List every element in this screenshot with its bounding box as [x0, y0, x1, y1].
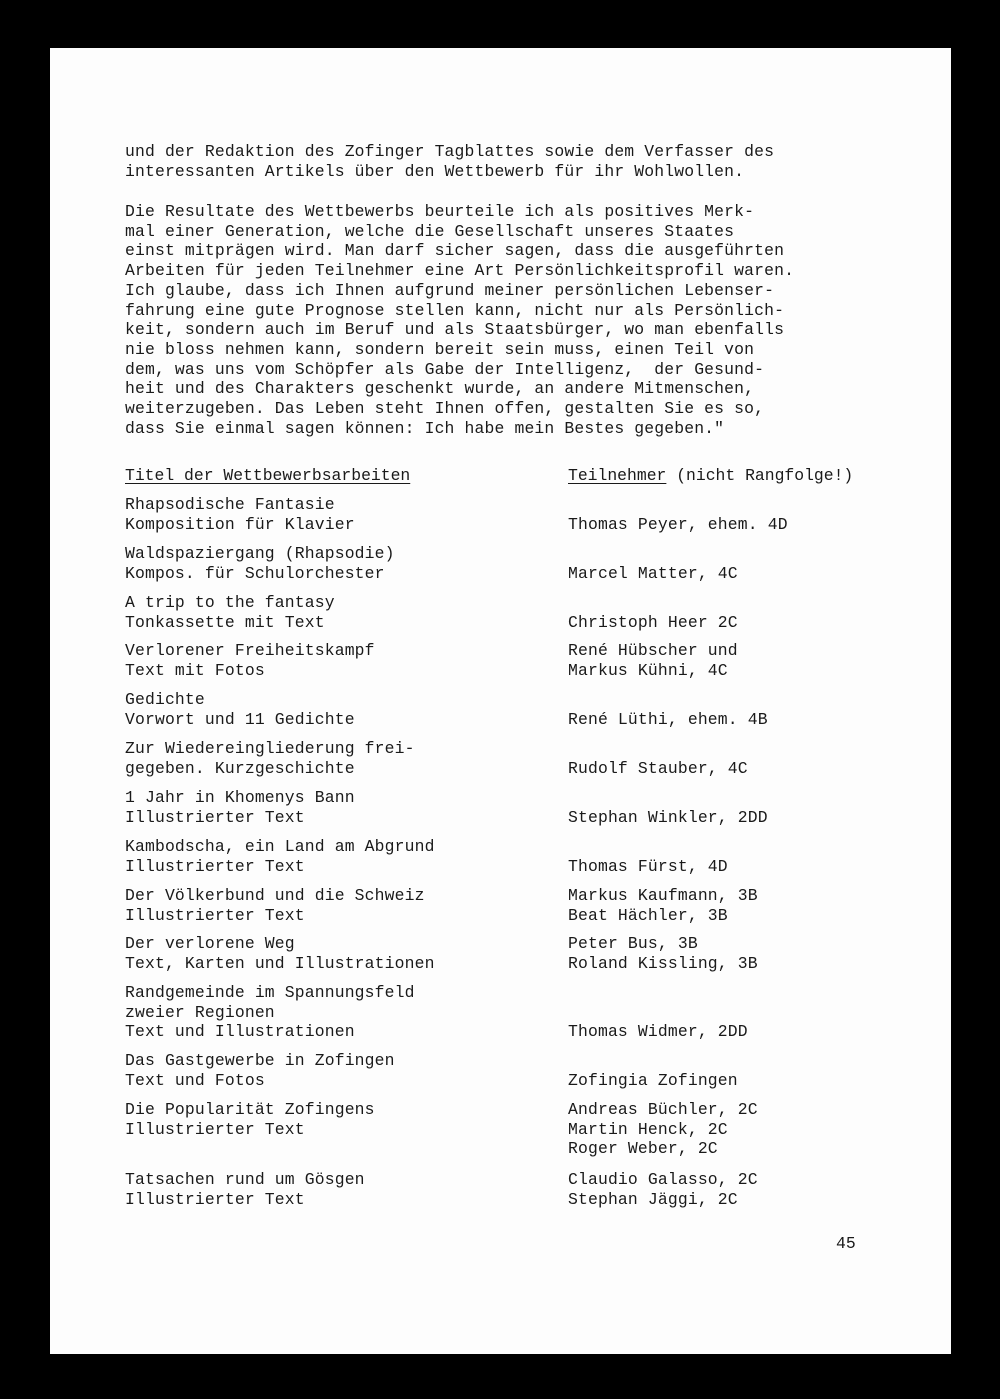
entry-participants: Thomas Widmer, 2DD [568, 1022, 748, 1042]
entry-participants: Zofingia Zofingen [568, 1070, 738, 1090]
entry-title: Zur Wiedereingliederung frei- gegeben. Kurzgeschichte [125, 739, 415, 778]
entry-participants: Peter Bus, 3B Roland Kissling, 3B [568, 934, 758, 973]
column-header-participants [568, 466, 853, 486]
column-header-participants-label: Teilnehmer [568, 466, 667, 485]
entry-title: Kambodscha, ein Land am Abgrund Illustrierter Text [125, 837, 435, 876]
entry-title: Randgemeinde im Spannungsfeld zweier Regionen Text und Illustrationen [125, 983, 415, 1042]
entry-participants: Andreas Büchler, 2C Martin Henck, 2C Roger Weber, 2C [568, 1100, 758, 1159]
entry-participants: Stephan Winkler, 2DD [568, 807, 768, 827]
entry-title: Rhapsodische Fantasie Komposition für Klavier [125, 495, 355, 534]
entry-title: Das Gastgewerbe in Zofingen Text und Fotos [125, 1051, 395, 1090]
entry-title: Die Popularität Zofingens Illustrierter Text [125, 1100, 375, 1139]
entry-participants: René Hübscher und Markus Kühni, 4C [568, 641, 738, 680]
entry-title: 1 Jahr in Khomenys Bann Illustrierter Text [125, 788, 355, 827]
entry-title: A trip to the fantasy Tonkassette mit Text [125, 593, 335, 632]
document-page [50, 48, 951, 1354]
page-number: 45 [836, 1234, 856, 1253]
entry-participants: Thomas Peyer, ehem. 4D [568, 514, 788, 534]
entry-participants: Marcel Matter, 4C [568, 563, 738, 583]
entry-participants: Markus Kaufmann, 3B Beat Hächler, 3B [568, 886, 758, 925]
entry-participants: Rudolf Stauber, 4C [568, 758, 748, 778]
body-paragraph: Die Resultate des Wettbewerbs beurteile ich als positives Merk- mal einer Generation, welche die Gesellschaft unseres Staates einst mitprägen wird. Man darf sicher sagen, dass die ausgeführten Arbeiten für jeden Teilnehmer eine Art Persönlichkeitsprofil waren. Ich glaube, dass ich Ihnen aufgrund meiner persönlichen Lebenser- fahrung eine gute Prognose stellen kann, nicht nur als Persönlich- keit, sondern auch im Beruf und als Staatsbürger, wo man ebenfalls nie bloss nehmen kann, sondern bereit sein muss, einen Teil von dem, was uns vom Schöpfer als Gabe der Intelligenz, der Gesund- heit und des Charakters geschenkt wurde, an andere Mitmenschen, weiterzugeben. Das Leben steht Ihnen offen, gestalten Sie es so, dass Sie einmal sagen können: Ich habe mein Bestes gegeben." [125, 202, 795, 438]
entry-title: Der verlorene Weg Text, Karten und Illustrationen [125, 934, 435, 973]
entry-participants: René Lüthi, ehem. 4B [568, 709, 768, 729]
intro-paragraph: und der Redaktion des Zofinger Tagblattes sowie dem Verfasser des interessanten Artikels über den Wettbewerb für ihr Wohlwollen. [125, 142, 775, 181]
entry-title: Waldspaziergang (Rhapsodie) Kompos. für Schulorchester [125, 544, 395, 583]
entry-title: Verlorener Freiheitskampf Text mit Fotos [125, 641, 375, 680]
entry-title: Gedichte Vorwort und 11 Gedichte [125, 690, 355, 729]
entry-participants: Thomas Fürst, 4D [568, 856, 728, 876]
column-header-titles: Titel der Wettbewerbsarbeiten [125, 466, 411, 485]
entry-title: Der Völkerbund und die Schweiz Illustrierter Text [125, 886, 425, 925]
column-header-participants-note: (nicht Rangfolge!) [666, 466, 854, 485]
entry-participants: Claudio Galasso, 2C Stephan Jäggi, 2C [568, 1170, 758, 1209]
entry-participants: Christoph Heer 2C [568, 612, 738, 632]
entry-title: Tatsachen rund um Gösgen Illustrierter Text [125, 1170, 365, 1209]
